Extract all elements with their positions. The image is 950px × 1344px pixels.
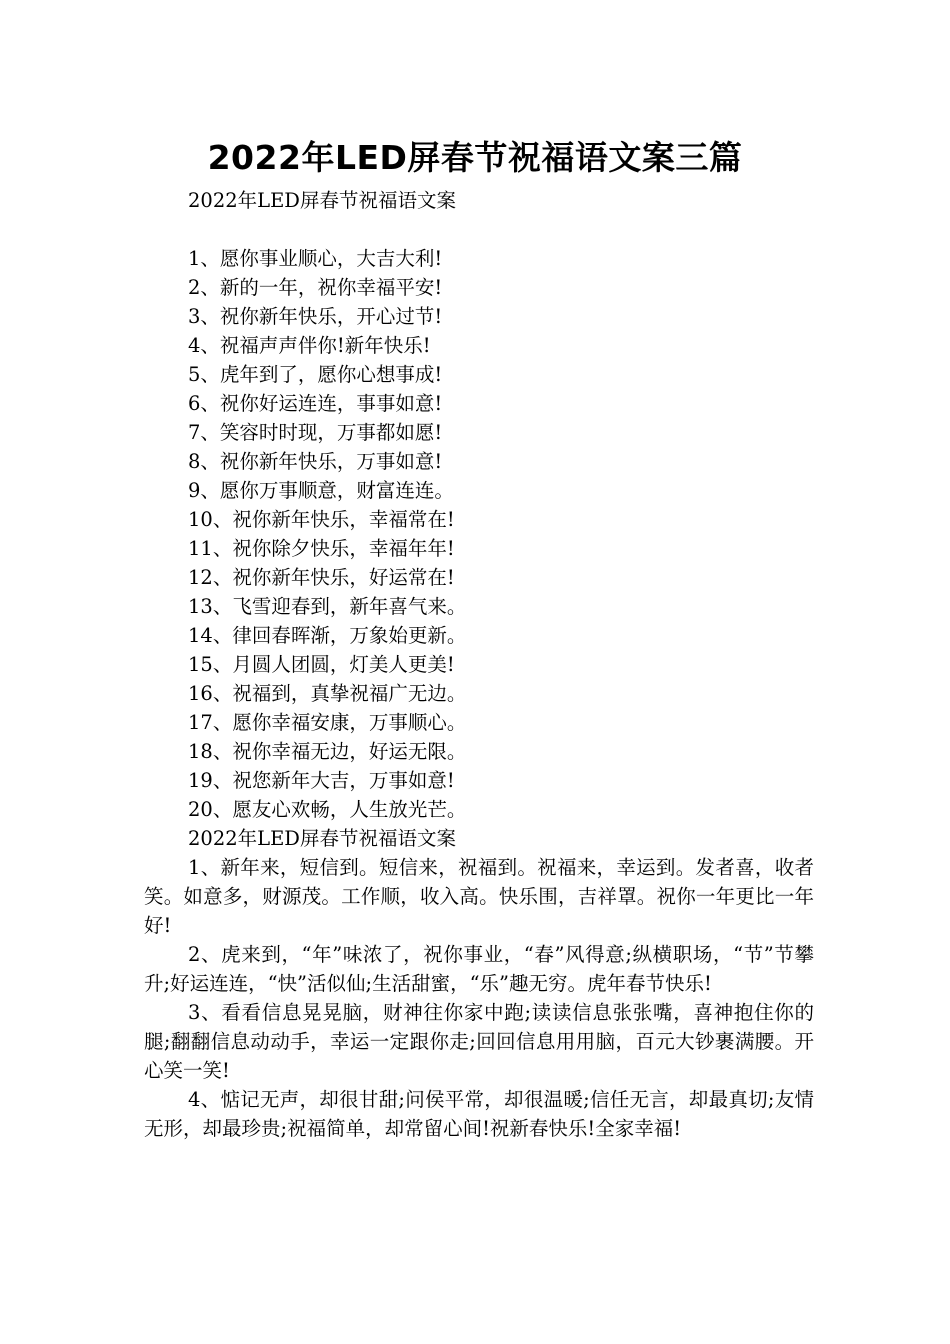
list-item: 7、笑容时时现，万事都如愿!: [188, 421, 443, 444]
list-item: 11、祝你除夕快乐，幸福年年!: [188, 537, 455, 560]
list-item: 20、愿友心欢畅，人生放光芒。: [188, 798, 467, 821]
paragraph: 4、惦记无声，却很甘甜;问侯平常，却很温暖;信任无言，却最真切;友情无形，却最珍贵;祝福简单，却常留心间!祝新春快乐!全家幸福!: [144, 1088, 814, 1140]
list-item: 16、祝福到，真挚祝福广无边。: [188, 682, 467, 705]
list-item: 1、愿你事业顺心，大吉大利!: [188, 247, 443, 270]
list-item: 14、律回春晖渐，万象始更新。: [188, 624, 467, 647]
list-item: 17、愿你幸福安康，万事顺心。: [188, 711, 467, 734]
list-item: 10、祝你新年快乐，幸福常在!: [188, 508, 455, 531]
list-item: 2、新的一年，祝你幸福平安!: [188, 276, 443, 299]
blank-line: [144, 215, 814, 244]
document-title: 2022年LED屏春节祝福语文案三篇: [207, 138, 743, 177]
list-item: 5、虎年到了，愿你心想事成!: [188, 363, 443, 386]
section-heading: 2022年LED屏春节祝福语文案: [188, 189, 456, 212]
list-item: 9、愿你万事顺意，财富连连。: [188, 479, 454, 502]
paragraph: 2、虎来到，“年”味浓了，祝你事业，“春”风得意;纵横职场，“节”节攀升;好运连连，“快”活似仙;生活甜蜜，“乐”趣无穷。虎年春节快乐!: [144, 943, 814, 995]
document-body: [144, 186, 814, 1143]
list-item: 15、月圆人团圆，灯美人更美!: [188, 653, 455, 676]
list-item: 8、祝你新年快乐，万事如意!: [188, 450, 443, 473]
section-heading: 2022年LED屏春节祝福语文案: [188, 827, 456, 850]
list-item: 19、祝您新年大吉，万事如意!: [188, 769, 455, 792]
list-item: 3、祝你新年快乐，开心过节!: [188, 305, 443, 328]
list-item: 18、祝你幸福无边，好运无限。: [188, 740, 467, 763]
paragraph: 3、看看信息晃晃脑，财神往你家中跑;读读信息张张嘴，喜神抱住你的腿;翻翻信息动动手，幸运一定跟你走;回回信息用用脑，百元大钞裹满腰。开心笑一笑!: [144, 1001, 814, 1082]
list-item: 12、祝你新年快乐，好运常在!: [188, 566, 455, 589]
paragraph: 1、新年来，短信到。短信来，祝福到。祝福来，幸运到。发者喜，收者笑。如意多，财源茂。工作顺，收入高。快乐围，吉祥罩。祝你一年更比一年好!: [144, 856, 814, 937]
list-item: 6、祝你好运连连，事事如意!: [188, 392, 443, 415]
list-item: 13、飞雪迎春到，新年喜气来。: [188, 595, 467, 618]
list-item: 4、祝福声声伴你!新年快乐!: [188, 334, 431, 357]
